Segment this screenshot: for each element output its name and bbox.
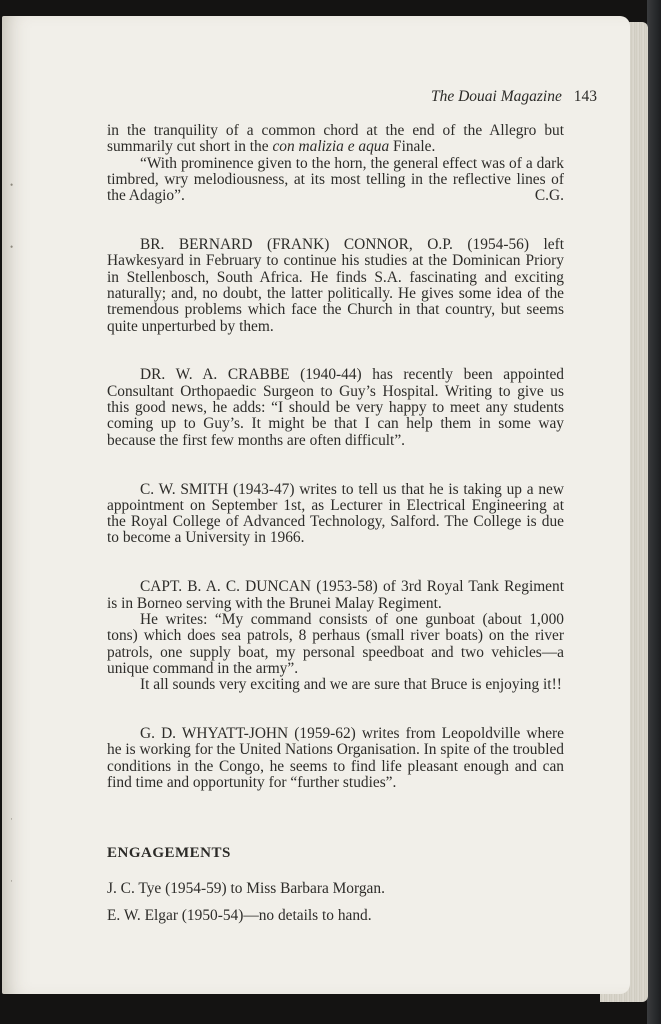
gutter-speck: • — [10, 242, 14, 252]
engagement-item: J. C. Tye (1954-59) to Miss Barbara Morgan. — [107, 880, 385, 898]
paragraph-duncan-close: It all sounds very exciting and we are sure that Bruce is enjoying it!! — [140, 676, 562, 694]
paragraph-duncan: CAPT. B. A. C. DUNCAN (1953-58) of 3rd Royal Tank Regiment is in Borneo serving with the Brunei Malay Regiment. — [107, 578, 564, 612]
paragraph-allegro — [107, 123, 564, 156]
paragraph-text: in the tranquility of a common chord at the end of the Allegro but summarily cut short in the — [107, 122, 564, 156]
paragraph-text: “With prominence given to the horn, the general effect was of a dark timbred, wry melodiousness, at its most telling in the reflective lines of the Adagio”. — [107, 154, 564, 205]
book-cover-edge — [647, 0, 661, 1024]
paragraph-text: Finale. — [393, 138, 436, 156]
gutter-speck: · — [10, 814, 13, 824]
magazine-title: The Douai Magazine — [430, 88, 562, 105]
signature-initials: C.G. — [534, 187, 564, 205]
engagement-item: E. W. Elgar (1950-54)—no details to hand. — [107, 906, 372, 924]
paragraph-crabbe: DR. W. A. CRABBE (1940-44) has recently been appointed Consultant Orthopaedic Surgeon to Guy’s Hospital. Writing to give us this good news, he adds: “I should be very happy to meet any students coming up to Guy’s. It might be that I can help them in some way because the first few months are often difficult”. — [107, 366, 564, 449]
article-text — [107, 123, 564, 924]
gutter-speck: · — [10, 876, 13, 886]
gutter-speck: • — [10, 180, 14, 190]
page-number: 143 — [573, 88, 597, 105]
italic-phrase: con malizia e aqua — [272, 138, 390, 156]
paragraph-smith: C. W. SMITH (1943-47) writes to tell us that he is taking up a new appointment on September 1st, as Lecturer in Electrical Engineering at the Royal College of Advanced Technology, Salford. The College is due to become a University in 1966. — [107, 480, 564, 547]
paragraph-connor: BR. BERNARD (FRANK) CONNOR, O.P. (1954-56) left Hawkesyard in February to continue his studies at the Dominican Priory in Stellenbosch, South Africa. He finds S.A. fascinating and exciting naturally; and, no doubt, the latter politically. He gives some idea of the tremendous problems which face the Church in that country, but seems quite unperturbed by them. — [107, 236, 564, 335]
paragraph-whyatt-john: G. D. WHYATT-JOHN (1959-62) writes from Leopoldville where he is working for the United Nations Organisation. In spite of the troubled conditions in the Congo, he seems to find life pleasant enough and can find time and opportunity for “further studies”. — [107, 724, 564, 791]
paragraph-horn — [107, 156, 564, 205]
engagements-heading: ENGAGEMENTS — [107, 845, 231, 862]
paragraph-duncan-quote: He writes: “My command consists of one gunboat (about 1,000 tons) which does sea patrols, 8 perhaus (small river boats) on the river patrols, one supply boat, my personal speedboat and two vehicles—a unique command in the army”. — [107, 610, 564, 677]
running-head — [431, 88, 597, 106]
